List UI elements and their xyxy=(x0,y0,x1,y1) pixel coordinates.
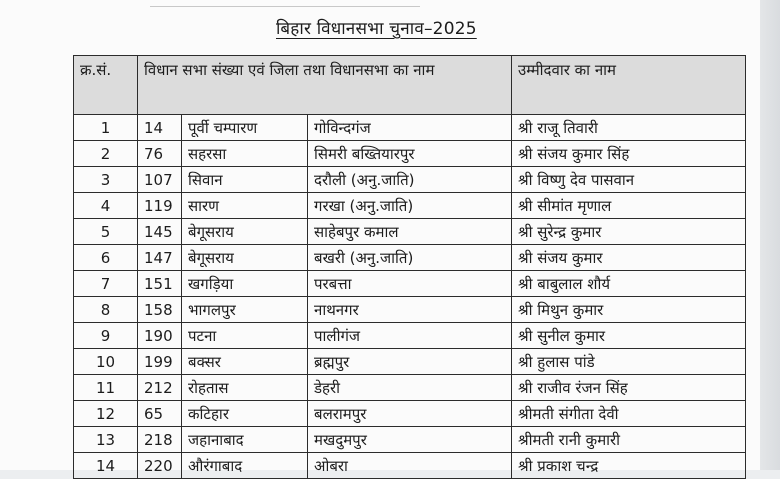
candidate-name-cell: श्री सुरेन्द्र कुमार xyxy=(512,219,746,245)
constituency-number-cell: 220 xyxy=(138,453,182,479)
table-row xyxy=(74,453,746,479)
constituency-number-cell: 199 xyxy=(138,349,182,375)
serial-number-cell: 3 xyxy=(74,167,138,193)
district-cell: सारण xyxy=(182,193,308,219)
candidate-name-cell: श्री विष्णु देव पासवान xyxy=(512,167,746,193)
serial-number-cell: 7 xyxy=(74,271,138,297)
serial-number-cell: 12 xyxy=(74,401,138,427)
constituency-number-cell: 145 xyxy=(138,219,182,245)
document-title: बिहार विधानसभा चुनाव–2025 xyxy=(276,19,477,39)
constituency-name-cell: पालीगंज xyxy=(308,323,512,349)
candidate-name-cell: श्री सुनील कुमार xyxy=(512,323,746,349)
district-cell: सिवान xyxy=(182,167,308,193)
table-row xyxy=(74,193,746,219)
constituency-number-cell: 218 xyxy=(138,427,182,453)
table-row xyxy=(74,323,746,349)
district-cell: सहरसा xyxy=(182,141,308,167)
candidate-table xyxy=(73,55,746,479)
table-header-row xyxy=(74,56,746,115)
candidate-name-cell: श्री प्रकाश चन्द्र xyxy=(512,453,746,479)
serial-number-cell: 1 xyxy=(74,115,138,141)
constituency-number-cell: 119 xyxy=(138,193,182,219)
constituency-name-cell: बखरी (अनु.जाति) xyxy=(308,245,512,271)
candidate-name-cell: श्री बाबुलाल शौर्य xyxy=(512,271,746,297)
candidate-name-cell: श्री हुलास पांडे xyxy=(512,349,746,375)
constituency-name-cell: गोविन्दगंज xyxy=(308,115,512,141)
constituency-name-cell: परबत्ता xyxy=(308,271,512,297)
serial-number-cell: 13 xyxy=(74,427,138,453)
table-row xyxy=(74,427,746,453)
constituency-name-cell: डेहरी xyxy=(308,375,512,401)
page-edge-shadow xyxy=(760,0,780,470)
district-cell: औरंगाबाद xyxy=(182,453,308,479)
table-row xyxy=(74,115,746,141)
district-cell: पूर्वी चम्पारण xyxy=(182,115,308,141)
serial-number-cell: 8 xyxy=(74,297,138,323)
district-cell: रोहतास xyxy=(182,375,308,401)
candidate-name-cell: श्रीमती रानी कुमारी xyxy=(512,427,746,453)
table-row xyxy=(74,349,746,375)
table-row xyxy=(74,271,746,297)
constituency-number-cell: 65 xyxy=(138,401,182,427)
serial-number-cell: 14 xyxy=(74,453,138,479)
table-row xyxy=(74,245,746,271)
candidate-name-cell: श्री संजय कुमार सिंह xyxy=(512,141,746,167)
constituency-number-cell: 212 xyxy=(138,375,182,401)
candidate-name-cell: श्री संजय कुमार xyxy=(512,245,746,271)
district-cell: बक्सर xyxy=(182,349,308,375)
serial-number-cell: 2 xyxy=(74,141,138,167)
header-serial: क्र.सं. xyxy=(74,56,138,115)
constituency-number-cell: 151 xyxy=(138,271,182,297)
candidate-name-cell: श्रीमती संगीता देवी xyxy=(512,401,746,427)
district-cell: भागलपुर xyxy=(182,297,308,323)
constituency-number-cell: 107 xyxy=(138,167,182,193)
district-cell: खगड़िया xyxy=(182,271,308,297)
candidate-name-cell: श्री सीमांत मृणाल xyxy=(512,193,746,219)
constituency-number-cell: 147 xyxy=(138,245,182,271)
table-row xyxy=(74,375,746,401)
constituency-number-cell: 158 xyxy=(138,297,182,323)
district-cell: कटिहार xyxy=(182,401,308,427)
constituency-name-cell: मखदुमपुर xyxy=(308,427,512,453)
serial-number-cell: 6 xyxy=(74,245,138,271)
table-row xyxy=(74,401,746,427)
table-row xyxy=(74,167,746,193)
district-cell: पटना xyxy=(182,323,308,349)
constituency-name-cell: नाथनगर xyxy=(308,297,512,323)
candidate-name-cell: श्री राजू तिवारी xyxy=(512,115,746,141)
constituency-number-cell: 14 xyxy=(138,115,182,141)
serial-number-cell: 11 xyxy=(74,375,138,401)
header-candidate: उम्मीदवार का नाम xyxy=(512,56,746,115)
constituency-name-cell: ओबरा xyxy=(308,453,512,479)
serial-number-cell: 10 xyxy=(74,349,138,375)
candidate-name-cell: श्री मिथुन कुमार xyxy=(512,297,746,323)
constituency-name-cell: ब्रह्मपुर xyxy=(308,349,512,375)
constituency-name-cell: सिमरी बख्तियारपुर xyxy=(308,141,512,167)
district-cell: जहानाबाद xyxy=(182,427,308,453)
constituency-number-cell: 76 xyxy=(138,141,182,167)
table-row xyxy=(74,219,746,245)
constituency-name-cell: बलरामपुर xyxy=(308,401,512,427)
serial-number-cell: 4 xyxy=(74,193,138,219)
district-cell: बेगूसराय xyxy=(182,219,308,245)
constituency-name-cell: दरौली (अनु.जाति) xyxy=(308,167,512,193)
serial-number-cell: 5 xyxy=(74,219,138,245)
constituency-number-cell: 190 xyxy=(138,323,182,349)
cropped-header-line xyxy=(150,0,420,7)
constituency-name-cell: गरखा (अनु.जाति) xyxy=(308,193,512,219)
table-row xyxy=(74,297,746,323)
candidate-name-cell: श्री राजीव रंजन सिंह xyxy=(512,375,746,401)
constituency-name-cell: साहेबपुर कमाल xyxy=(308,219,512,245)
serial-number-cell: 9 xyxy=(74,323,138,349)
district-cell: बेगूसराय xyxy=(182,245,308,271)
table-row xyxy=(74,141,746,167)
header-constituency: विधान सभा संख्या एवं जिला तथा विधानसभा का नाम xyxy=(138,56,512,115)
